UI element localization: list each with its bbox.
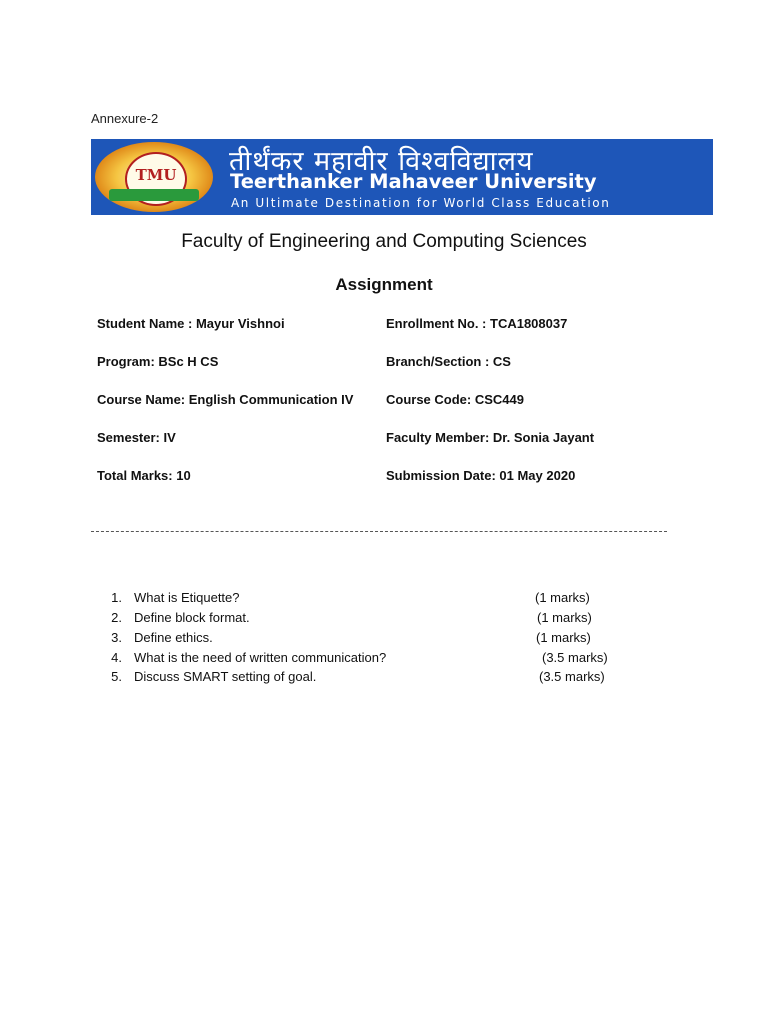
question-number: 2. — [111, 610, 122, 625]
university-seal-logo — [95, 142, 213, 212]
student-name: Student Name : Mayur Vishnoi — [97, 316, 285, 331]
question-marks: (1 marks) — [537, 610, 592, 625]
dashed-divider — [91, 531, 667, 532]
question-text: Define ethics. — [134, 630, 213, 645]
seal-logo-text: TMU — [135, 166, 177, 184]
question-marks: (3.5 marks) — [539, 669, 605, 684]
question-number: 5. — [111, 669, 122, 684]
enrollment-number: Enrollment No. : TCA1808037 — [386, 316, 568, 331]
question-number: 3. — [111, 630, 122, 645]
branch-section: Branch/Section : CS — [386, 354, 511, 369]
question-text: Discuss SMART setting of goal. — [134, 669, 317, 684]
university-tagline: An Ultimate Destination for World Class Education — [231, 196, 611, 210]
question-text: What is the need of written communication? — [134, 650, 387, 665]
university-banner — [91, 139, 713, 215]
total-marks: Total Marks: 10 — [97, 468, 191, 483]
question-text: Define block format. — [134, 610, 250, 625]
course-code: Course Code: CSC449 — [386, 392, 524, 407]
annexure-label: Annexure-2 — [91, 111, 159, 126]
submission-date: Submission Date: 01 May 2020 — [386, 468, 576, 483]
assignment-heading: Assignment — [335, 275, 433, 294]
question-marks: (1 marks) — [536, 630, 591, 645]
program: Program: BSc H CS — [97, 354, 219, 369]
university-name-english: Teerthanker Mahaveer University — [230, 170, 597, 193]
semester: Semester: IV — [97, 430, 176, 445]
question-number: 1. — [111, 590, 122, 605]
faculty-member: Faculty Member: Dr. Sonia Jayant — [386, 430, 595, 445]
question-text: What is Etiquette? — [134, 590, 240, 605]
question-marks: (3.5 marks) — [542, 650, 608, 665]
course-name: Course Name: English Communication IV — [97, 392, 354, 407]
question-marks: (1 marks) — [535, 590, 590, 605]
faculty-title: Faculty of Engineering and Computing Sciences — [181, 231, 587, 252]
university-name-hindi: तीर्थंकर महावीर विश्वविद्यालय — [229, 146, 534, 177]
question-number: 4. — [111, 650, 122, 665]
seal-ribbon — [109, 189, 199, 201]
